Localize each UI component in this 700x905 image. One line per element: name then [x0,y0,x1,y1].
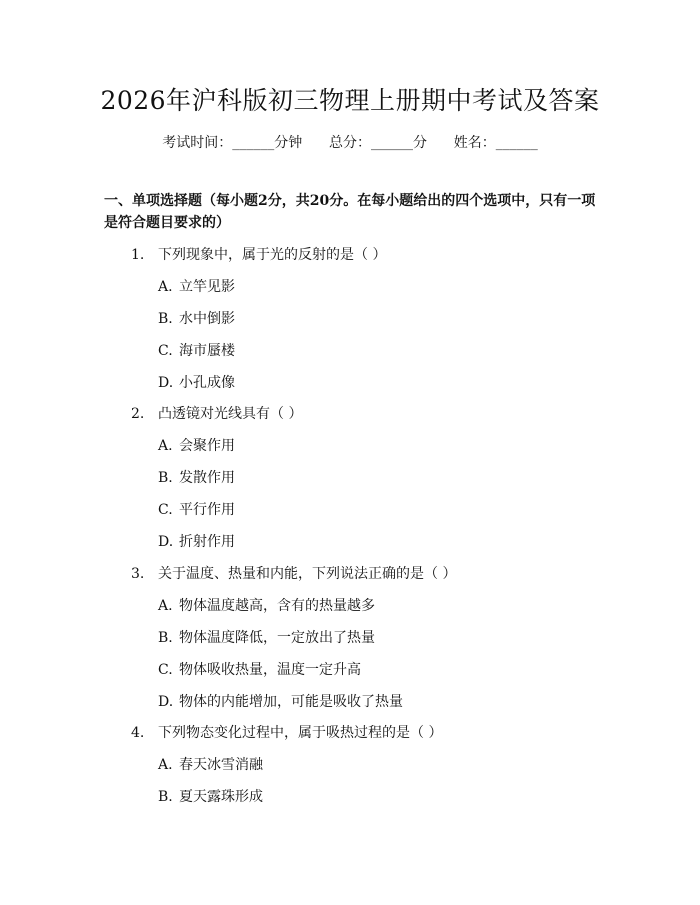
option-letter: D. [158,694,174,710]
time-blank: ______ [232,135,275,151]
option-letter: C. [158,502,173,518]
option-4b [158,786,263,806]
question-1 [131,244,386,264]
name-label: 姓名： [453,135,496,151]
option-letter: C. [158,343,173,359]
question-text: 关于温度、热量和内能，下列说法正确的是（ ） [158,566,457,582]
option-text: 发散作用 [179,470,235,486]
option-text: 会聚作用 [179,438,235,454]
question-number: 2. [131,406,145,422]
option-2c [158,499,235,519]
score-unit: 分 [413,135,427,151]
question-number: 1. [131,247,145,263]
question-text: 下列现象中，属于光的反射的是（ ） [158,247,387,263]
option-text: 平行作用 [179,502,235,518]
option-text: 水中倒影 [179,311,235,327]
option-1b [158,308,235,328]
option-letter: B. [158,470,173,486]
option-text: 夏天露珠形成 [179,789,263,805]
option-letter: A. [158,757,173,773]
option-text: 折射作用 [179,534,235,550]
option-1a [158,276,235,296]
name-blank: ______ [495,135,538,151]
option-2b [158,467,235,487]
section-heading: 一、单项选择题（每小题2分，共20分。在每小题给出的四个选项中，只有一项是符合题目要求的） [104,193,596,231]
option-1d [158,372,235,392]
time-unit: 分钟 [274,135,303,151]
option-3a [158,595,375,615]
option-letter: D. [158,534,174,550]
question-number: 4. [131,725,145,741]
option-text: 小孔成像 [179,375,235,391]
option-text: 物体温度降低，一定放出了热量 [179,630,375,646]
option-text: 立竿见影 [179,279,235,295]
option-letter: B. [158,311,173,327]
option-3d [158,691,403,711]
option-text: 春天冰雪消融 [179,757,263,773]
score-blank: ______ [371,135,413,151]
question-number: 3. [131,566,145,582]
option-1c [158,340,235,360]
question-3 [131,563,456,583]
score-label: 总分： [329,135,371,151]
option-2a [158,435,235,455]
option-text: 物体温度越高，含有的热量越多 [179,598,375,614]
question-4 [131,722,442,742]
question-text: 凸透镜对光线具有（ ） [158,406,303,422]
option-text: 海市蜃楼 [179,343,235,359]
option-text: 物体的内能增加，可能是吸收了热量 [179,694,403,710]
question-2 [131,403,302,423]
option-letter: B. [158,630,173,646]
option-4a [158,754,263,774]
option-letter: C. [158,662,173,678]
option-text: 物体吸收热量，温度一定升高 [179,662,361,678]
option-letter: A. [158,438,173,454]
option-3c [158,659,361,679]
option-3b [158,627,375,647]
option-letter: B. [158,789,173,805]
option-letter: A. [158,598,173,614]
exam-meta-line [0,132,700,152]
option-2d [158,531,235,551]
question-text: 下列物态变化过程中，属于吸热过程的是（ ） [158,725,443,741]
time-label: 考试时间： [162,135,233,151]
option-letter: A. [158,279,173,295]
page-title: 2026年沪科版初三物理上册期中考试及答案 [100,86,600,115]
option-letter: D. [158,375,174,391]
